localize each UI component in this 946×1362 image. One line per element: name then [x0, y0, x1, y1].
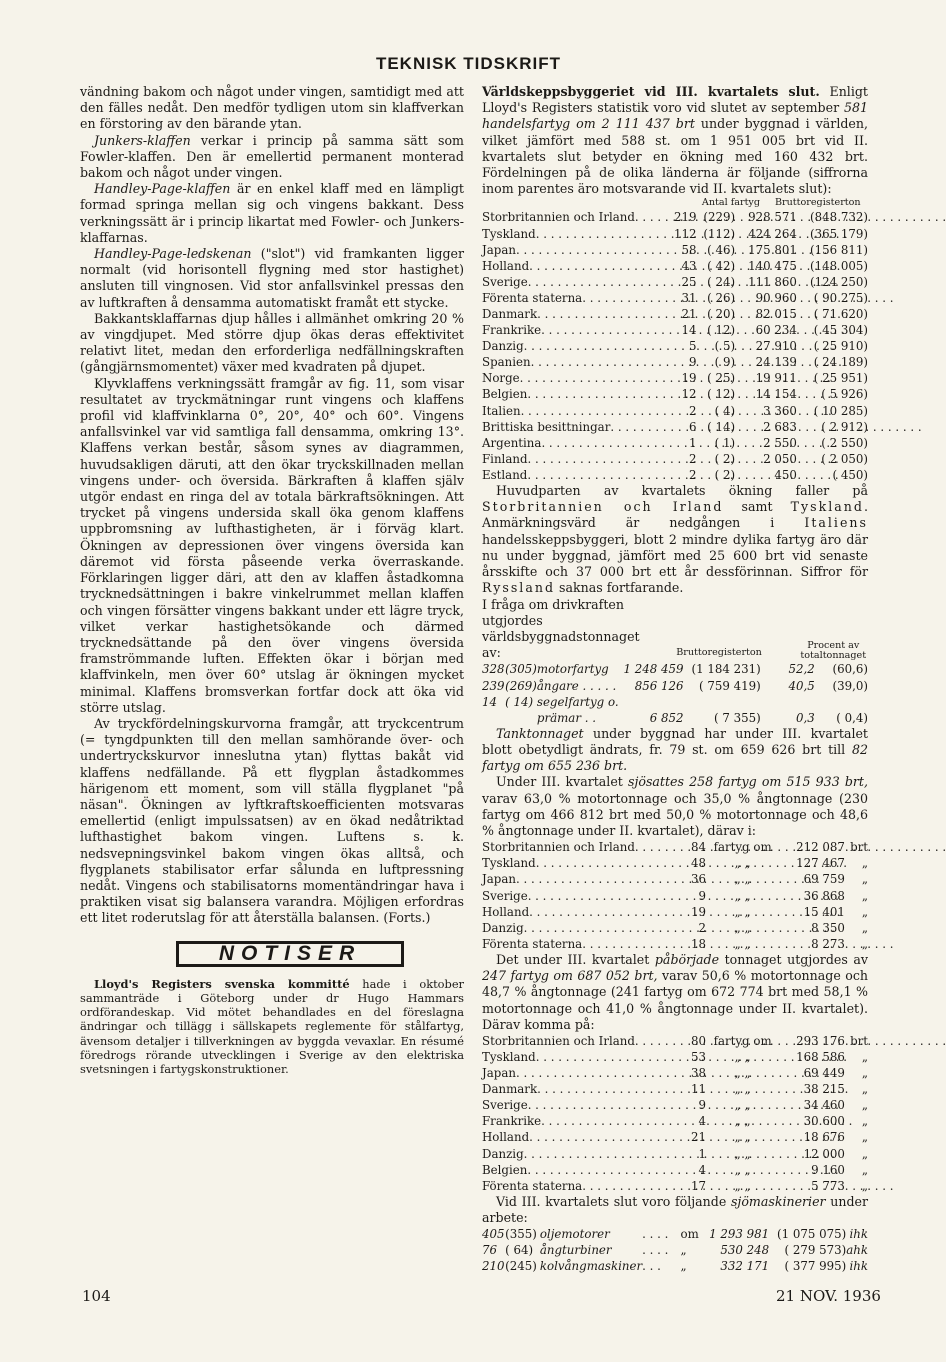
ship-count-prev: ( 26) — [707, 290, 736, 305]
tonnage: 450 — [774, 467, 797, 482]
ship-count: 2 — [689, 403, 697, 418]
ship-count: 48 — [690, 856, 706, 871]
unit-label: fartyg om — [713, 1033, 772, 1048]
country-name: Japan . . . — [482, 871, 577, 887]
ship-count-prev: (112) — [703, 226, 736, 241]
ship-count-prev — [505, 710, 537, 726]
unit-label: „ „ — [734, 1130, 751, 1145]
tonnage: 1 248 459 — [623, 662, 684, 677]
tonnage: 175 801 — [748, 242, 797, 257]
tonnage-unit: „ — [861, 1130, 868, 1145]
table-row — [482, 936, 868, 952]
paragraph: Under III. kvartalet sjösattes 258 fartyg om 515 933 brt, varav 63,0 % motortonnage och 35,0 % ångtonnage (230 fartyg om 466 812 brt med 50,0 % motortonnage och 48,6 % ångtonnage under II. kvartalet), därav i: — [482, 774, 868, 839]
unit-label: „ — [680, 1243, 687, 1258]
tonnage: 30 600 — [803, 1114, 845, 1129]
drive-intro: I fråga om drivkraften utgjordes världsbyggnadstonnaget av: Bruttoregisterton Procent av totaltonnaget — [482, 597, 867, 662]
ship-count: 14 — [681, 323, 697, 338]
tonnage-prev: ( 90 275) — [813, 290, 868, 305]
engines-table — [482, 1226, 868, 1274]
ship-count: 53 — [690, 1050, 706, 1064]
country-name: Holland . . . — [482, 1129, 577, 1145]
drive-type: motorfartyg — [536, 662, 609, 677]
paragraph: Huvudparten av kvartalets ökning faller på Storbritannien och Irland samt Tyskland. Anmärkningsvärd är nedgången i Italiens handelsskeppsbyggeri, blott 2 mindre dylika fartyg äro där nu under byggnad, jämfört med 25 600 brt vid senaste årsskifte och 37 000 brt ett år dessförinnan. Siffror för Ryssland saknas fortfarande. — [482, 483, 868, 596]
tonnage-prev: ( 10 285) — [813, 403, 868, 418]
percent — [761, 694, 815, 710]
tonnage-unit: „ — [861, 1162, 868, 1177]
table-row — [482, 1081, 868, 1097]
tonnage-unit: „ — [861, 1050, 868, 1064]
unit-label: fartyg om — [713, 840, 772, 855]
tonnage-unit: „ — [861, 856, 868, 871]
tonnage: 69 449 — [803, 1066, 845, 1081]
ship-count: 328 — [482, 662, 505, 677]
table-row — [482, 370, 868, 386]
tonnage-prev: (156 811) — [810, 242, 868, 257]
table-row — [482, 920, 868, 936]
ship-count: 19 — [690, 904, 706, 919]
table-row — [482, 386, 868, 402]
paragraph: Bakkantsklaffarnas djup hålles i allmänhet omkring 20 % av vingdjupet. Med större djup ökas deras effektivitet relativt litet, medan den erforderliga nedfällningskraften (gångjärnsmomentet) växer med kvadraten på djupet. — [80, 310, 464, 375]
notis-paragraph: Lloyd's Registers svenska kommitté hade i oktober sammanträde i Göteborg under dr Hugo Hammars ordförandeskap. Vid mötet behandlades en del föreslagna ändringar och tillägg i sällskapets reglemente för stålfartyg, ävensom detaljer i tillverkningen av byggda vevaxlar. En résumé föredrogs rörande utvecklingen i Sverige av den elektriska svetsningen i fartygskonstruktioner. — [80, 976, 465, 1076]
tonnage: 14 154 — [755, 387, 797, 402]
tonnage-unit: „ — [861, 1114, 868, 1129]
country-name: Förenta staterna . . . — [482, 936, 577, 952]
country-name: Tyskland . . . — [482, 855, 577, 871]
ship-count-prev: (229) — [703, 210, 736, 225]
country-name: Frankrike . . . — [482, 1113, 577, 1129]
table-row — [482, 1033, 868, 1049]
unit-label: „ „ — [734, 1050, 751, 1064]
ship-count: 5 — [689, 339, 697, 354]
country-name: Danzig . . . — [482, 1146, 577, 1162]
country-name: Japan . . . — [482, 1065, 577, 1081]
unit-label: „ „ — [734, 904, 751, 919]
ship-count-prev: ( 12) — [707, 387, 736, 402]
ship-count: 31 — [681, 290, 697, 305]
country-name: Holland . . . — [482, 258, 572, 274]
engine-count-prev: (355) — [505, 1227, 537, 1242]
country-name: Belgien . . . — [482, 386, 572, 402]
journal-masthead: TEKNISK TIDSKRIFT — [375, 54, 562, 73]
ship-count: 19 — [681, 371, 697, 386]
country-name: Finland . . . — [482, 451, 572, 467]
started-table — [482, 1033, 868, 1194]
paragraph: Det under III. kvartalet påbörjade tonnaget utgjordes av 247 fartyg om 687 052 brt, varav 50,6 % motortonnage och 48,7 % ångtonnage (241 fartyg om 672 774 brt med 58,1 % motortonnage och 41,0 % ångtonnage under II. kvartalet). Därav komma på: — [482, 951, 868, 1032]
ship-count: 2 — [689, 451, 697, 466]
table-row — [482, 888, 868, 904]
tonnage: 3 360 — [763, 403, 797, 418]
table-row — [482, 1129, 868, 1145]
table-row — [482, 871, 868, 887]
tonnage: 2 050 — [763, 451, 797, 466]
tonnage: 140 475 — [748, 258, 797, 273]
country-name: Spanien . . . — [482, 354, 572, 370]
tonnage-prev: (848 732) — [810, 210, 868, 225]
tonnage-prev: ( 25 910) — [813, 339, 868, 354]
ship-count: 9 — [698, 1098, 706, 1113]
notis-bold-lead: Lloyd's Registers svenska kommitté — [94, 976, 350, 991]
unit-label: „ „ — [734, 920, 751, 935]
ship-count: 1 — [689, 435, 697, 450]
unit-label: „ „ — [734, 856, 751, 871]
unit-label: „ „ — [734, 1066, 751, 1081]
horsepower: 332 171 — [720, 1259, 770, 1274]
tonnage-prev: ( 2 912) — [821, 419, 868, 434]
leader-dots: . . . . — [642, 1227, 669, 1242]
tonnage-prev: ( 2 550) — [821, 435, 868, 450]
tonnage-unit: „ — [861, 1066, 868, 1081]
percent-prev: (60,6) — [832, 662, 868, 677]
tonnage-unit: „ — [861, 1098, 868, 1113]
ship-count: 21 — [690, 1130, 706, 1145]
ship-count: 1 — [698, 1146, 706, 1161]
table-row — [482, 710, 868, 726]
table-row — [482, 226, 868, 242]
table-row — [482, 678, 868, 694]
table-row — [482, 839, 868, 855]
tonnage-unit: „ — [861, 1082, 868, 1097]
unit-label: om — [680, 1227, 699, 1242]
country-name: Norge . . . — [482, 370, 572, 386]
right-column — [482, 84, 868, 1275]
unit-label: „ „ — [734, 1178, 751, 1193]
tonnage: 293 176 — [796, 1033, 845, 1048]
paragraph: Av tryckfördelningskurvorna framgår, att tryckcentrum (= tyngdpunkten till den mellan samhörande över- och undertryckskurvor inneslutna ytan) flyttas bakåt vid klaffens nedfällande. På ett flygplan åstadkommes härigenom ett moment, som vill ställa flygplanet "på näsan". Ökningen av lyftkraftskoefficienten motsvaras emellertid (enligt impulssatsen) av en ökad nedåtriktad lufthastighet bakom vingen. Luftens s. k. nedsvepningsvinkel bakom vingen ökas alltså, och flygplanets stabilisator erfar sålunda en luftpressning nedåt. Vingens och stabilisatorns momentändringar hava i praktiken visat sig balansera varandra. Möjligen erfordras ett litet roderutslag för att återställa balansen. (Forts.) — [80, 715, 464, 926]
table-row — [482, 904, 868, 920]
table-row — [482, 1242, 868, 1258]
leader-dots: . . . . — [642, 1243, 669, 1258]
tonnage-prev: ( 24 189) — [813, 355, 868, 370]
issue-date: 21 NOV. 1936 — [776, 1287, 881, 1305]
tonnage: 60 234 — [755, 323, 797, 338]
ship-count: 18 — [690, 936, 706, 951]
tonnage: 8 350 — [811, 920, 845, 935]
drive-type: prämar . . — [536, 710, 596, 725]
tonnage-unit: „ — [861, 1178, 868, 1193]
country-name: Tyskland . . . — [482, 226, 572, 242]
tonnage-unit: „ — [861, 888, 868, 903]
percent: 40,5 — [788, 678, 815, 693]
left-column — [80, 84, 464, 1076]
table-row — [482, 1065, 868, 1081]
ship-count-prev: ( 2) — [714, 451, 736, 466]
country-name: Förenta staterna . . . — [482, 1178, 577, 1194]
percent: 52,2 — [788, 662, 815, 677]
tonnage-unit: brt — [850, 1033, 868, 1048]
tonnage-prev: ( 45 304) — [813, 323, 868, 338]
tonnage: 6 852 — [649, 710, 684, 725]
country-name: Brittiska besittningar . . . — [482, 419, 572, 435]
tonnage-prev: (124 250) — [810, 274, 868, 289]
tonnage: 127 467 — [796, 856, 845, 871]
table-row — [482, 258, 868, 274]
table-row — [482, 290, 868, 306]
tonnage: 2 683 — [763, 419, 797, 434]
country-table-header: Antal fartyg Bruttoregisterton — [701, 197, 861, 209]
tonnage: 5 773 — [811, 1178, 845, 1193]
tonnage: 24 139 — [755, 355, 797, 370]
table-row — [482, 322, 868, 338]
country-name: Storbritannien och Irland . . . — [482, 209, 572, 225]
tonnage-prev: (365 179) — [810, 226, 868, 241]
tonnage-prev: ( 759 419) — [698, 678, 761, 693]
country-name: Argentina . . . — [482, 435, 572, 451]
country-name: Sverige . . . — [482, 1097, 577, 1113]
drive-type: ångare . . . . . — [536, 678, 617, 693]
table-row — [482, 419, 868, 435]
table-row — [482, 403, 868, 419]
country-name: Danmark . . . — [482, 1081, 577, 1097]
tonnage: 8 273 — [811, 936, 845, 951]
table-row — [482, 274, 868, 290]
leader-dots: . . . — [642, 1259, 661, 1274]
table-row — [482, 209, 868, 225]
tonnage: 928 571 — [748, 210, 797, 225]
ship-count: 112 — [674, 226, 697, 241]
horsepower-prev: ( 279 573) — [784, 1243, 847, 1258]
country-name: Estland . . . — [482, 467, 572, 483]
ship-count-prev: ( 46) — [707, 242, 736, 257]
tonnage — [622, 694, 684, 710]
article-intro: Världskeppsbyggeriet vid III. kvartalets slut. Enligt Lloyd's Registers statistik voro vid slutet av september 581 handelsfartyg om 2 111 437 brt under byggnad i världen, vilket jämfört med 588 st. om 1 951 005 brt vid II. kvartalets slut betyder en ökning med 160 432 brt. Fördelningen på de olika länderna är följande (siffrorna inom parentes äro motsvarande vid II. kvartalets slut): — [482, 84, 868, 197]
country-name: Storbritannien och Irland . . . — [482, 839, 577, 855]
unit-label: „ „ — [734, 888, 751, 903]
table-row — [482, 855, 868, 871]
paragraph: Klyvklaffens verkningssätt framgår av fig. 11, som visar resultatet av tryckmätningar runt vingens och klaffens profil vid klaffvinklarna 0°, 20°, 40° och 60°. Vingens anfallsvinkel var vid samtliga fall densamma, omkring 13°. Klaffens verkan består, såsom synes av diagrammen, huvudsakligen däruti, att den ökar tryckskillnaden mellan vingens under- och översida. Bärkraften å klaffen själv utgör endast en ringa del av totala bärkraftsökningen. Att trycket på vingens undersida skall öka genom klaffens uppbromsning av lufthastigheten, är i förväg klart. Ökningen av depressionen över vingens översida kan däremot vid första påseende verka överraskande. Förklaringen ligger däri, att den av klaffen åstadkomna trycknedsättningen i bakre vinkelrummet mellan klaffen och vingen försätter vingens bakkant under ett lägre tryck, vilket verkar hastighetsökande och därmed trycknedsättande på den över vingens översida framströmmande luften. Effekten ökar i början med klaffvinkeln, men över 60° utslag är ökningen mycket minimal. Klaffens bromsverkan fortfar dock att öka vid större utslag. — [80, 375, 464, 715]
tonnage: 856 126 — [634, 678, 684, 693]
article-title: Världskeppsbyggeriet vid III. kvartalets slut. — [482, 84, 820, 99]
tonnage-prev: ( 5 926) — [821, 387, 868, 402]
percent-prev: ( 0,4) — [836, 710, 868, 725]
ship-count-prev: ( 12) — [707, 323, 736, 338]
tonnage-prev: (148 005) — [810, 258, 868, 273]
country-name: Danmark . . . — [482, 306, 572, 322]
table-row — [482, 467, 868, 483]
tonnage: 168 586 — [796, 1050, 845, 1064]
tonnage-unit: „ — [861, 1146, 868, 1161]
table-row — [482, 694, 868, 710]
country-name: Danzig . . . — [482, 338, 572, 354]
ship-count: 43 — [681, 258, 697, 273]
tonnage: 111 860 — [748, 274, 797, 289]
ship-count-prev: ( 2) — [714, 467, 736, 482]
tonnage: 82 015 — [755, 306, 797, 321]
ship-count: 219 — [674, 210, 697, 225]
ship-count: 4 — [698, 1114, 706, 1129]
table-row — [482, 242, 868, 258]
unit-label: „ „ — [734, 1098, 751, 1113]
ship-count: 21 — [681, 306, 697, 321]
ship-count: 12 — [681, 387, 697, 402]
ship-count: 9 — [698, 888, 706, 903]
table-row — [482, 435, 868, 451]
tonnage: 424 264 — [748, 226, 797, 241]
ship-count: 14 — [482, 694, 498, 709]
table-row — [482, 1226, 868, 1242]
paragraph: Vid III. kvartalets slut voro följande sjömaskinerier under arbete: — [482, 1193, 868, 1226]
ship-count-prev: ( 20) — [707, 306, 736, 321]
tonnage-prev: ( 25 951) — [813, 371, 868, 386]
ship-count-prev: ( 14) — [707, 419, 736, 434]
italic-lead: Handley-Page-klaffen — [94, 181, 231, 197]
ship-count: 11 — [690, 1082, 706, 1097]
ship-count: 6 — [689, 419, 697, 434]
tonnage: 27 910 — [755, 339, 797, 354]
tonnage-unit: „ — [861, 920, 868, 935]
country-table — [482, 209, 868, 483]
country-name: Belgien . . . — [482, 1162, 577, 1178]
engine-type: kolvångmaskiner — [539, 1259, 643, 1274]
table-row — [482, 306, 868, 322]
table-row — [482, 1113, 868, 1129]
paragraph: Tanktonnaget under byggnad har under III. kvartalet blott obetydligt ändrats, fr. 79 st. om 659 626 brt till 82 fartyg om 655 236 brt. — [482, 725, 868, 774]
drive-table — [482, 661, 868, 725]
engine-count: 210 — [482, 1259, 505, 1274]
unit-label: „ „ — [734, 936, 751, 951]
ship-count: 2 — [698, 920, 706, 935]
ship-count: 84 — [690, 840, 706, 855]
unit-label: „ „ — [734, 1082, 751, 1097]
engine-count: 76 — [482, 1243, 498, 1258]
tonnage: 69 759 — [803, 872, 845, 887]
tonnage-prev: (1 184 231) — [691, 662, 761, 677]
table-row — [482, 661, 868, 677]
ship-count-prev: ( 4) — [714, 403, 736, 418]
table-row — [482, 354, 868, 370]
ship-count-prev: ( 24) — [707, 274, 736, 289]
ship-count-prev: ( 14) — [505, 694, 534, 709]
table-row — [482, 1146, 868, 1162]
paragraph: vändning bakom och något under vingen, samtidigt med att den fälles nedåt. Den medför tydligen utom sin klaffverkan en förstoring av den bärande ytan. — [80, 84, 464, 132]
table-row — [482, 451, 868, 467]
country-name: Sverige . . . — [482, 888, 577, 904]
horsepower: 530 248 — [720, 1243, 770, 1258]
country-name: Förenta staterna . . . — [482, 290, 572, 306]
tonnage: 15 401 — [803, 904, 845, 919]
country-name: Tyskland . . . — [482, 1049, 577, 1065]
ship-count: 4 — [698, 1162, 706, 1177]
ship-count: 17 — [690, 1178, 706, 1193]
engine-count-prev: ( 64) — [505, 1243, 534, 1258]
unit-label: „ „ — [734, 1162, 751, 1177]
table-row — [482, 1097, 868, 1113]
country-name: Storbritannien och Irland . . . — [482, 1033, 577, 1049]
unit-label: „ „ — [734, 872, 751, 887]
percent: 0,3 — [796, 710, 815, 725]
tonnage: 36 868 — [803, 888, 845, 903]
tonnage: 2 550 — [763, 435, 797, 450]
tonnage: 12 000 — [803, 1146, 845, 1161]
tonnage-unit: brt — [850, 840, 868, 855]
tonnage-prev: ( 7 355) — [714, 710, 761, 725]
italic-lead: Junkers-klaffen — [94, 132, 191, 148]
launched-table — [482, 839, 868, 952]
tonnage: 9 160 — [811, 1162, 845, 1177]
ship-count-prev: (269) — [505, 678, 537, 693]
tonnage-unit: „ — [861, 904, 868, 919]
country-name: Danzig . . . — [482, 920, 577, 936]
engine-count-prev: (245) — [505, 1259, 537, 1274]
tonnage-prev — [684, 694, 761, 710]
notiser-heading: NOTISER — [176, 941, 404, 967]
ship-count: 58 — [681, 242, 697, 257]
tonnage: 19 911 — [755, 371, 797, 386]
tonnage-unit: „ — [861, 872, 868, 887]
tonnage: 34 460 — [803, 1098, 845, 1113]
ship-count: 239 — [482, 678, 505, 693]
ship-count-prev: ( 1) — [714, 435, 736, 450]
ship-count-prev: (305) — [505, 662, 537, 677]
horsepower-prev: (1 075 075) — [776, 1227, 847, 1242]
horsepower-unit: ihk — [849, 1259, 868, 1274]
ship-count: 2 — [689, 467, 697, 482]
country-name: Frankrike . . . — [482, 322, 572, 338]
country-name: Holland . . . — [482, 904, 577, 920]
percent-prev — [815, 694, 868, 710]
ship-count: 25 — [681, 274, 697, 289]
ship-count-prev: ( 9) — [714, 355, 736, 370]
country-name: Sverige . . . — [482, 274, 572, 290]
percent-prev: (39,0) — [832, 678, 868, 693]
drive-type: segelfartyg o. — [536, 694, 619, 709]
table-row — [482, 1178, 868, 1194]
horsepower-unit: ahk — [846, 1243, 868, 1258]
tonnage: 90 960 — [755, 290, 797, 305]
page-number: 104 — [82, 1287, 111, 1305]
ship-count-prev: ( 25) — [707, 371, 736, 386]
paragraph: Handley-Page-klaffen är en enkel klaff med en lämpligt formad springa mellan sig och vingens bakkant. Dess verkningssätt är i princip likartat med Fowler- och Junkers-klaffarnas. — [80, 181, 464, 245]
country-name: Japan . . . — [482, 242, 572, 258]
horsepower-unit: ihk — [849, 1227, 868, 1242]
engine-count: 405 — [482, 1227, 505, 1242]
tonnage-unit: „ — [861, 936, 868, 951]
table-row — [482, 338, 868, 354]
tonnage: 212 087 — [796, 840, 845, 855]
country-name: Italien . . . — [482, 403, 572, 419]
engine-type: ångturbiner — [539, 1243, 612, 1258]
unit-label: „ „ — [734, 1146, 751, 1161]
italic-lead: Handley-Page-ledskenan — [94, 246, 252, 262]
table-row — [482, 1162, 868, 1178]
table-row — [482, 1258, 868, 1274]
tonnage: 18 676 — [803, 1130, 845, 1145]
horsepower-prev: ( 377 995) — [784, 1259, 847, 1274]
table-row — [482, 1049, 868, 1065]
ship-count — [482, 710, 505, 726]
tonnage-prev: ( 450) — [832, 467, 868, 482]
unit-label: „ „ — [734, 1114, 751, 1129]
paragraph: Junkers-klaffen verkar i princip på samma sätt som Fowler-klaffen. Den är emellertid permanent monterad bakom och något under vingen. — [80, 132, 464, 181]
tonnage: 38 215 — [803, 1082, 845, 1097]
ship-count: 36 — [690, 872, 706, 887]
paragraph: Handley-Page-ledskenan ("slot") vid framkanten ligger normalt (vid horisontell flygning med stor hastighet) ansluten till vingnosen. Vid stor anfallsvinkel pressas den av luftkraften å densamma automatiskt framåt ett stycke. — [80, 246, 464, 310]
ship-count-prev: ( 5) — [714, 339, 736, 354]
unit-label: „ — [680, 1259, 687, 1274]
tonnage-prev: ( 2 050) — [821, 451, 868, 466]
horsepower: 1 293 981 — [709, 1227, 770, 1242]
ship-count: 80 — [690, 1033, 706, 1048]
ship-count: 38 — [690, 1066, 706, 1081]
engine-type: oljemotorer — [539, 1227, 610, 1242]
ship-count: 9 — [689, 355, 697, 370]
ship-count-prev: ( 42) — [707, 258, 736, 273]
tonnage-prev: ( 71 620) — [813, 306, 868, 321]
